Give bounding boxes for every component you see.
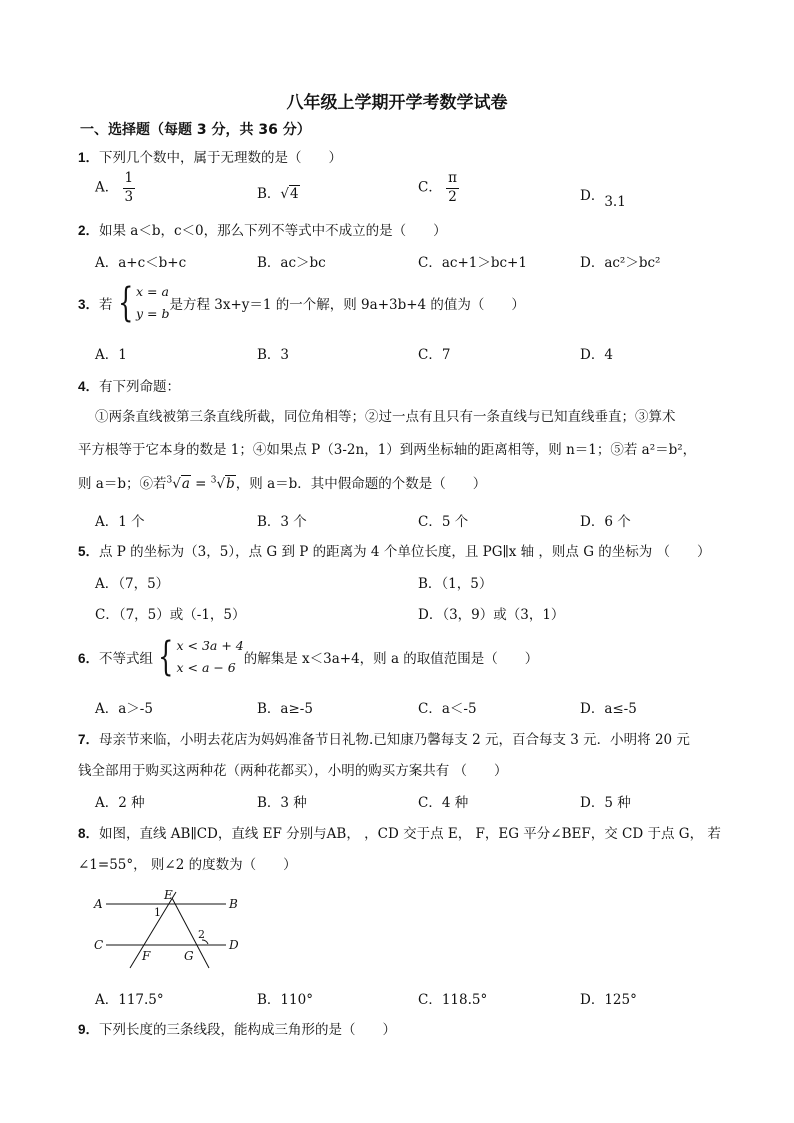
question-stem: 有下列命题： xyxy=(99,379,181,395)
q8-option-c: C．118.5° xyxy=(418,992,488,1008)
parallel-lines-figure xyxy=(88,884,248,974)
angle-1-label: 1 xyxy=(154,906,161,919)
question-stem-line-1: 如图，直线 AB∥CD，直线 EF 分别与AB， ，CD 交于点 E， F，EG 平分∠BEF，交 CD 于点 G， 若 xyxy=(99,826,721,842)
question-number: 7． xyxy=(78,732,100,747)
inequality-row: x < 3a + 4 xyxy=(176,638,244,653)
q7-option-b: B．3 种 xyxy=(257,795,307,811)
question-stem: 是方程 3x+y＝1 的一个解，则 9a+3b+4 的值为（ ） xyxy=(169,297,525,313)
q1-option-d xyxy=(580,184,626,210)
equation-row: x = a xyxy=(135,284,169,299)
question-2 xyxy=(78,219,447,239)
inequality-system: { x < 3a + 4 x < a − 6 xyxy=(158,634,244,680)
question-number: 8． xyxy=(78,826,100,841)
numerator: 1 xyxy=(123,172,136,189)
cube-root-index: 3 xyxy=(210,475,217,486)
fraction xyxy=(446,172,459,204)
cube-root-index: 3 xyxy=(166,475,173,486)
q1-option-b xyxy=(257,182,300,202)
q7-line-2: 钱全部用于购买这两种花（两种花都买），小明的购买方案共有 （ ） xyxy=(78,763,508,779)
text-fragment: ，则 a＝b．其中假命题的个数是（ ） xyxy=(235,476,487,492)
question-number: 3． xyxy=(78,297,100,312)
q5-option-c: C．（7，5）或（-1，5） xyxy=(95,607,246,623)
question-5 xyxy=(78,540,711,560)
angle-2-label: 2 xyxy=(198,928,205,941)
numerator: π xyxy=(446,172,459,189)
question-stem-prefix: 若 xyxy=(99,297,113,313)
option-label: D． xyxy=(580,188,605,204)
equation-row: y = b xyxy=(135,306,170,321)
q4-line-1: ①两条直线被第三条直线所截，同位角相等；②过一点有且只有一条直线与已知直线垂直；③算术 xyxy=(95,409,676,425)
question-4 xyxy=(78,375,180,395)
question-9 xyxy=(78,1018,396,1038)
radicand: a xyxy=(181,476,190,492)
text-fragment: 则 a＝b；⑥若 xyxy=(78,476,167,492)
label-b: B xyxy=(229,897,238,911)
question-7 xyxy=(78,728,690,748)
q8-option-b: B．110° xyxy=(257,992,313,1008)
q4-option-c: C．5 个 xyxy=(418,514,469,530)
q3-option-c: C．7 xyxy=(418,347,451,363)
question-3 xyxy=(78,281,525,325)
q8-line-2: ∠1=55°， 则∠2 的度数为（ ） xyxy=(78,857,297,873)
q8-option-a: A．117.5° xyxy=(95,992,164,1008)
inequality-row: x < a − 6 xyxy=(176,660,236,675)
question-stem: 的解集是 x＜3a+4，则 a 的取值范围是（ ） xyxy=(243,651,539,667)
question-number: 9． xyxy=(78,1022,100,1037)
q3-option-a: A．1 xyxy=(95,347,127,363)
q2-option-b: B．ac＞bc xyxy=(257,255,326,271)
q2-option-a: A．a+c＜b+c xyxy=(95,255,187,271)
question-stem: 下列几个数中，属于无理数的是（ ） xyxy=(99,150,343,166)
question-1 xyxy=(78,146,342,166)
q3-option-b: B．3 xyxy=(257,347,290,363)
sqrt-symbol: √ xyxy=(172,476,181,492)
question-number: 2． xyxy=(78,223,100,238)
option-label: A． xyxy=(95,179,119,196)
q6-option-d: D．a≤-5 xyxy=(580,701,637,717)
sqrt-symbol: √ xyxy=(216,476,226,492)
q3-option-d: D．4 xyxy=(580,347,613,363)
label-c: C xyxy=(94,938,104,952)
fraction xyxy=(123,172,136,204)
q4-option-a: A．1 个 xyxy=(95,514,145,530)
question-number: 6． xyxy=(78,651,100,666)
sqrt-symbol: √ xyxy=(280,186,290,202)
denominator: 2 xyxy=(448,188,457,205)
q4-line-2: 平方根等于它本身的数是 1；④如果点 P（3-2n，1）到两坐标轴的距离相等，则 n＝1；⑤若 a²＝b²， xyxy=(78,442,697,458)
radicand: b xyxy=(226,476,235,492)
q6-option-b: B．a≥-5 xyxy=(257,701,313,717)
q1-option-c xyxy=(418,172,459,204)
option-label: C． xyxy=(418,179,442,196)
q2-option-c: C．ac+1＞bc+1 xyxy=(418,255,527,271)
q8-option-d: D．125° xyxy=(580,992,637,1008)
option-label: B． xyxy=(257,186,281,202)
question-8 xyxy=(78,822,721,842)
equation-system: { x = a y = b xyxy=(117,280,170,326)
radicand: 4 xyxy=(290,186,299,202)
section-header: 一、选择题（每题 3 分，共 36 分） xyxy=(80,122,311,138)
denominator: 3 xyxy=(124,188,134,205)
equals-sign: = xyxy=(190,476,211,492)
label-f: F xyxy=(142,949,151,963)
q7-option-d: D．5 种 xyxy=(580,795,631,811)
q1-option-a xyxy=(95,172,135,204)
label-d: D xyxy=(229,938,239,952)
question-number: 1． xyxy=(78,150,100,165)
question-stem-line-1: 母亲节来临，小明去花店为妈妈准备节日礼物.已知康乃馨每支 2 元，百合每支 3 元．小明将 20 元 xyxy=(99,732,690,748)
q5-option-a: A．（7，5） xyxy=(95,576,170,592)
question-stem: 如果 a＜b，c＜0，那么下列不等式中不成立的是（ ） xyxy=(99,223,447,239)
page-title: 八年级上学期开学考数学试卷 xyxy=(286,93,508,113)
q7-option-a: A．2 种 xyxy=(95,795,145,811)
line-ef xyxy=(130,892,176,968)
question-stem-prefix: 不等式组 xyxy=(99,651,154,667)
q4-line-3 xyxy=(78,472,486,492)
q6-option-c: C．a＜-5 xyxy=(418,701,477,717)
q2-option-d: D．ac²＞bc² xyxy=(580,255,661,271)
q7-option-c: C．4 种 xyxy=(418,795,469,811)
label-g: G xyxy=(184,949,194,963)
question-number: 5． xyxy=(78,544,100,559)
label-e: E xyxy=(164,888,173,902)
q5-option-b: B．（1，5） xyxy=(418,576,493,592)
repeating-decimal: 3.1 xyxy=(604,194,626,210)
q5-option-d: D．（3，9）或（3，1） xyxy=(418,607,565,623)
question-stem: 下列长度的三条线段，能构成三角形的是（ ） xyxy=(99,1022,397,1038)
q6-option-a: A．a＞-5 xyxy=(95,701,153,717)
q4-option-b: B．3 个 xyxy=(257,514,307,530)
question-number: 4． xyxy=(78,379,100,394)
question-6 xyxy=(78,634,538,680)
question-stem: 点 P 的坐标为（3，5），点 G 到 P 的距离为 4 个单位长度，且 PG∥x 轴 ，则点 G 的坐标为 （ ） xyxy=(99,544,711,560)
label-a: A xyxy=(94,897,103,911)
q4-option-d: D．6 个 xyxy=(580,514,631,530)
